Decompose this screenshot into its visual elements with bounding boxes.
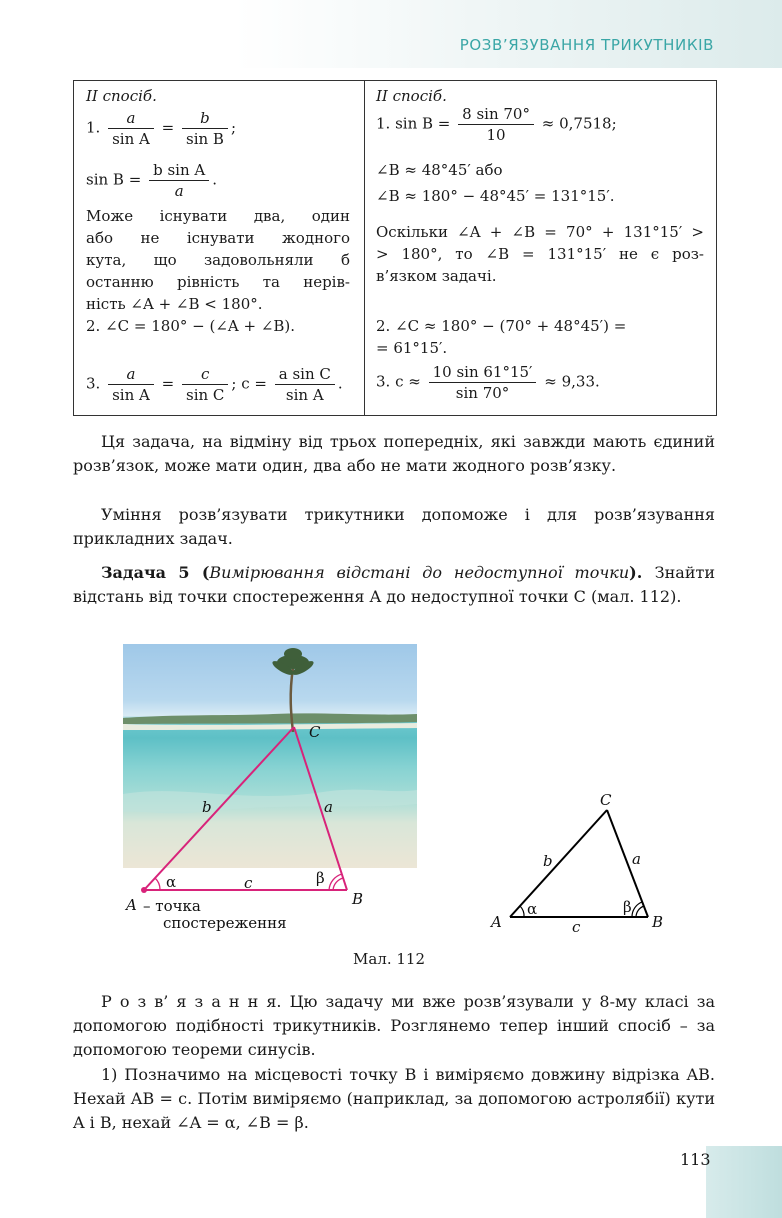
running-header: РОЗВ’ЯЗУВАННЯ ТРИКУТНИКІВ	[459, 36, 714, 54]
observer-label-line2: спостереження	[163, 914, 287, 932]
diagram-label-A: A	[491, 913, 502, 931]
paragraph-applied: Уміння розв’язувати трикутники допоможе і для розв’язування прикладних задач.	[73, 505, 715, 548]
diagram-label-beta: β	[623, 898, 632, 916]
solution-label: Р о з в’ я з а н н я.	[101, 992, 282, 1011]
fraction-asinC-sinA: $\frac{\text{a sin C}}{\text{sin A}}$	[275, 365, 335, 404]
left-explain-3: кута, що задовольняли б	[86, 251, 350, 269]
task-5: Задача 5 (Вимірювання відстані до недоступної точки). Знайти відстань від точки спостереження A до недоступної точки C (мал. 112).	[73, 563, 716, 606]
left-explain-5: ність ∠A + ∠B < 180°.	[86, 295, 263, 313]
photo-label-beta: β	[316, 869, 325, 887]
observer-label-line1: – точка	[143, 897, 201, 915]
photo-label-alpha: α	[166, 873, 177, 891]
diagram-label-B: B	[652, 913, 664, 931]
fraction-10sin6115-sin70: $\frac{10 \sin 61^\circ 15'}{\sin 70^\circ}$	[429, 363, 537, 402]
right-step2-line2: = 61°15′.	[376, 339, 448, 357]
diagram-angle-beta-arc1	[636, 906, 644, 917]
photo-label-C: C	[309, 723, 321, 741]
left-explain-1: Може існувати два, один	[86, 207, 350, 225]
figure-caption: Мал. 112	[353, 950, 425, 968]
fraction-b-sinB: $\frac{b}{\text{sin B}}$	[182, 109, 228, 148]
photo-label-b: b	[202, 798, 212, 816]
left-sinB-formula: sin B = $\frac{\text{b sin A}}{a}$ .	[86, 161, 218, 200]
left-step1: 1. $\frac{a}{\text{sin A}}$ = $\frac{b}{\text{sin B}}$ ;	[86, 109, 237, 148]
photo-side-b	[144, 727, 294, 890]
diagram-angle-alpha-arc	[520, 906, 524, 917]
diagram-label-a: a	[632, 850, 641, 868]
photo-label-a: a	[324, 798, 333, 816]
photo-angle-beta-arc2	[329, 874, 342, 890]
fraction-8sin70-10: $\frac{8 \sin 70^\circ}{10}$	[458, 105, 534, 144]
photo-side-a	[294, 727, 347, 890]
left-heading: ІІ спосіб.	[86, 87, 157, 105]
fraction-c-sinC: $\frac{c}{\text{sin C}}$	[182, 365, 228, 404]
page-corner-band	[706, 1146, 782, 1218]
left-explain-4: останню рівність та нерів-	[86, 273, 350, 291]
right-angle2: ∠B ≈ 180° − 48°45′ = 131°15′.	[376, 187, 615, 205]
photo-angle-alpha-arc	[155, 878, 160, 890]
left-step3: 3. $\frac{a}{\text{sin A}}$ = $\frac{c}{\text{sin C}}$ ; c = $\frac{\text{a sin C}}{\text{sin A}}$ .	[86, 365, 343, 404]
right-heading: ІІ спосіб.	[376, 87, 447, 105]
fraction-a-sinA: $\frac{a}{\text{sin A}}$	[108, 109, 154, 148]
diagram-label-b: b	[543, 852, 553, 870]
photo-label-B: B	[352, 890, 364, 908]
photo-angle-beta-arc1	[333, 878, 343, 890]
right-explain-2: > 180°, то ∠B = 131°15′ не є роз-	[376, 245, 704, 263]
step1-paragraph: 1) Позначимо на місцевості точку B і виміряємо довжину відрізка AB. Нехай AB = c. Потім виміряємо (наприклад, за допомогою астролябії) кути A і B, нехай ∠A = α, ∠B = β.	[73, 1065, 715, 1132]
diagram-label-C: C	[600, 791, 612, 809]
diagram-angle-beta-arc2	[632, 902, 642, 917]
solution-paragraph: Р о з в’ я з а н н я. Цю задачу ми вже розв’язували у 8-му класі за допомогою подібності трикутників. Розглянемо тепер інший спосіб – за допомогою теореми синусів.	[73, 992, 715, 1059]
left-explain-2: або не існувати жодного	[86, 229, 350, 247]
right-explain-1: Оскільки ∠A + ∠B = 70° + 131°15′ >	[376, 223, 704, 241]
left-step2: 2. ∠C = 180° − (∠A + ∠B).	[86, 317, 296, 335]
right-step1: 1. sin B = $\frac{8 \sin 70^\circ}{10}$ ≈ 0,7518;	[376, 105, 617, 144]
diagram-side-b	[510, 810, 607, 917]
photo-label-c: c	[244, 874, 253, 892]
left-step1-number: 1.	[86, 118, 101, 137]
diagram-label-c: c	[572, 918, 581, 936]
right-angle1: ∠B ≈ 48°45′ або	[376, 161, 503, 179]
observer-point	[141, 887, 147, 893]
page-number: 113	[680, 1150, 711, 1169]
photo-label-A: A	[126, 896, 137, 914]
fraction-bsinA-a: $\frac{\text{b sin A}}{a}$	[149, 161, 209, 200]
paragraph-uniqueness: Ця задача, на відміну від трьох попередніх, які завжди мають єдиний розв’язок, може мати один, два або не мати жодного розв’язку.	[73, 432, 715, 475]
right-step2-line1: 2. ∠C ≈ 180° − (70° + 48°45′) =	[376, 317, 627, 335]
right-step3: 3. c ≈ $\frac{10 \sin 61^\circ 15'}{\sin 70^\circ}$ ≈ 9,33.	[376, 363, 600, 402]
diagram-label-alpha: α	[527, 900, 538, 918]
fraction-a-sinA-2: $\frac{a}{\text{sin A}}$	[108, 365, 154, 404]
right-explain-3: в’язком задачі.	[376, 267, 497, 285]
